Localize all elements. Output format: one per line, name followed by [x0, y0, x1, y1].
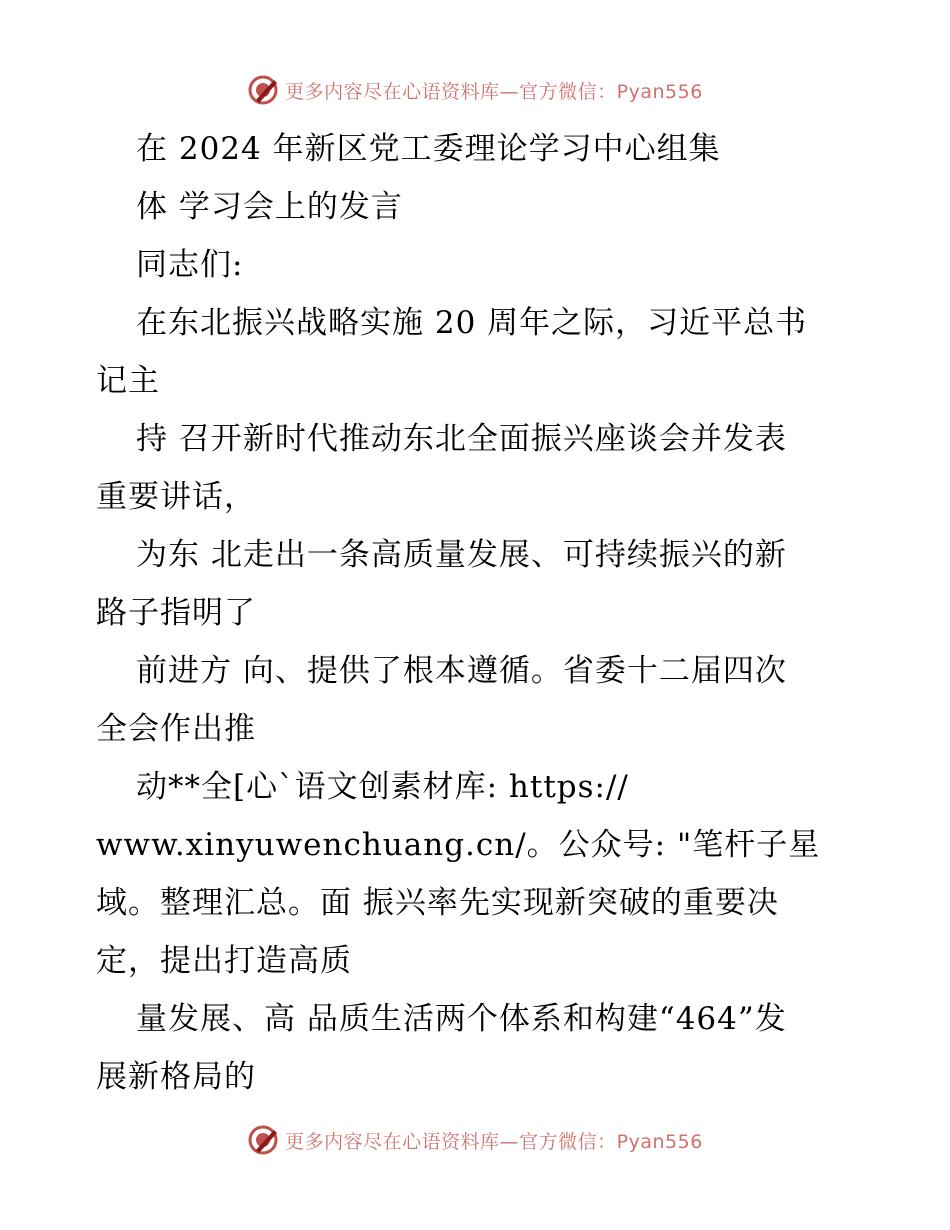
- text-line: 体 学习会上的发言: [136, 189, 403, 225]
- text-line: 持 召开新时代推动东北全面振兴座谈会并发表: [136, 421, 787, 457]
- text-line: 动**全[心`语文创素材库: https://: [136, 769, 629, 805]
- text-line: 在 2024 年新区党工委理论学习中心组集: [136, 131, 721, 167]
- pen-logo-icon: [247, 1124, 279, 1156]
- text-line: 展新格局的: [96, 1059, 256, 1095]
- document-body: [96, 120, 876, 1106]
- text-line: 同志们:: [136, 247, 244, 283]
- text-line: 前进方 向、提供了根本遵循。省委十二届四次: [136, 653, 787, 689]
- text-line: 记主: [96, 363, 160, 399]
- watermark-text: 更多内容尽在心语资料库—官方微信：Pyan556: [285, 1130, 703, 1153]
- text-line: 在东北振兴战略实施 20 周年之际，习近平总书: [136, 305, 808, 341]
- pen-logo-icon: [247, 74, 279, 106]
- text-line: 量发展、高 品质生活两个体系和构建“464”发: [136, 1001, 787, 1037]
- text-line: 域。整理汇总。面 振兴率先实现新突破的重要决: [96, 885, 779, 921]
- text-line: 路子指明了: [96, 595, 256, 631]
- text-line: 为东 北走出一条高质量发展、可持续振兴的新: [136, 537, 787, 573]
- text-line: 全会作出推: [96, 711, 256, 747]
- header-watermark: [0, 70, 950, 110]
- footer-watermark: [0, 1120, 950, 1160]
- text-line: 定，提出打造高质: [96, 943, 352, 979]
- text-line: 重要讲话，: [96, 479, 256, 515]
- text-line: www.xinyuwenchuang.cn/。公众号: "笔杆子星: [96, 827, 821, 863]
- watermark-text: 更多内容尽在心语资料库—官方微信：Pyan556: [285, 80, 703, 103]
